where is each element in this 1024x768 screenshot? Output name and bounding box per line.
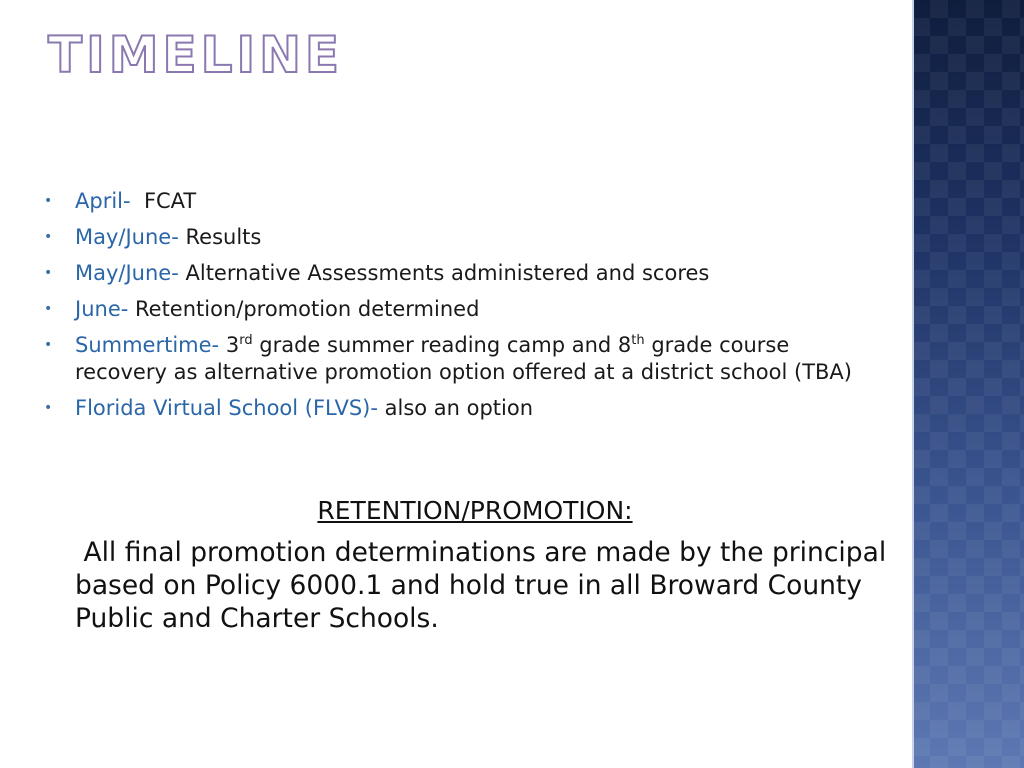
bullet-item-flvs bbox=[44, 395, 854, 422]
bullet-icon: • bbox=[44, 193, 53, 209]
bullet-text: Retention/promotion determined bbox=[135, 297, 480, 321]
retention-heading: RETENTION/PROMOTION: bbox=[317, 496, 633, 525]
bullet-item-summertime bbox=[44, 332, 854, 386]
bullet-key: Florida Virtual School (FLVS)- bbox=[75, 396, 378, 420]
diamond-pattern bbox=[912, 0, 1024, 768]
bullet-text: also an option bbox=[384, 396, 534, 420]
bullet-text: Results bbox=[185, 225, 262, 249]
bullet-icon: • bbox=[44, 229, 53, 245]
bullet-text-part: grade course recovery as alternative promotion option offered at a district school (TBA) bbox=[75, 333, 852, 384]
retention-body-text: All final promotion determinations are made by the principal based on Policy 6000.1 and hold true in all Broward County Public and Charter Schools. bbox=[75, 537, 887, 634]
bullet-item-april bbox=[44, 188, 854, 215]
bullet-key: June- bbox=[75, 297, 129, 321]
bullet-key: May/June- bbox=[75, 261, 179, 285]
bullet-text-part: 3 bbox=[225, 333, 240, 357]
bullet-key: April- bbox=[75, 189, 131, 213]
bullet-icon: • bbox=[44, 337, 53, 353]
slide-title: TIMELINE bbox=[48, 26, 344, 84]
bullet-text: Alternative Assessments administered and scores bbox=[185, 261, 710, 285]
ordinal-suffix: th bbox=[631, 333, 645, 348]
bullet-text-part: grade summer reading camp and 8 bbox=[259, 333, 632, 357]
bullet-text: FCAT bbox=[143, 189, 197, 213]
timeline-bullet-list bbox=[44, 188, 854, 431]
retention-body bbox=[75, 536, 887, 635]
bullet-key: Summertime- bbox=[75, 333, 220, 357]
ordinal-suffix: rd bbox=[239, 333, 253, 348]
bullet-item-june bbox=[44, 296, 854, 323]
bullet-icon: • bbox=[44, 265, 53, 281]
side-panel-edge bbox=[912, 0, 914, 768]
bullet-key: May/June- bbox=[75, 225, 179, 249]
bullet-item-may-june-alternative bbox=[44, 260, 854, 287]
bullet-icon: • bbox=[44, 301, 53, 317]
bullet-icon: • bbox=[44, 400, 53, 416]
decorative-side-panel bbox=[912, 0, 1024, 768]
bullet-item-may-june-results bbox=[44, 224, 854, 251]
